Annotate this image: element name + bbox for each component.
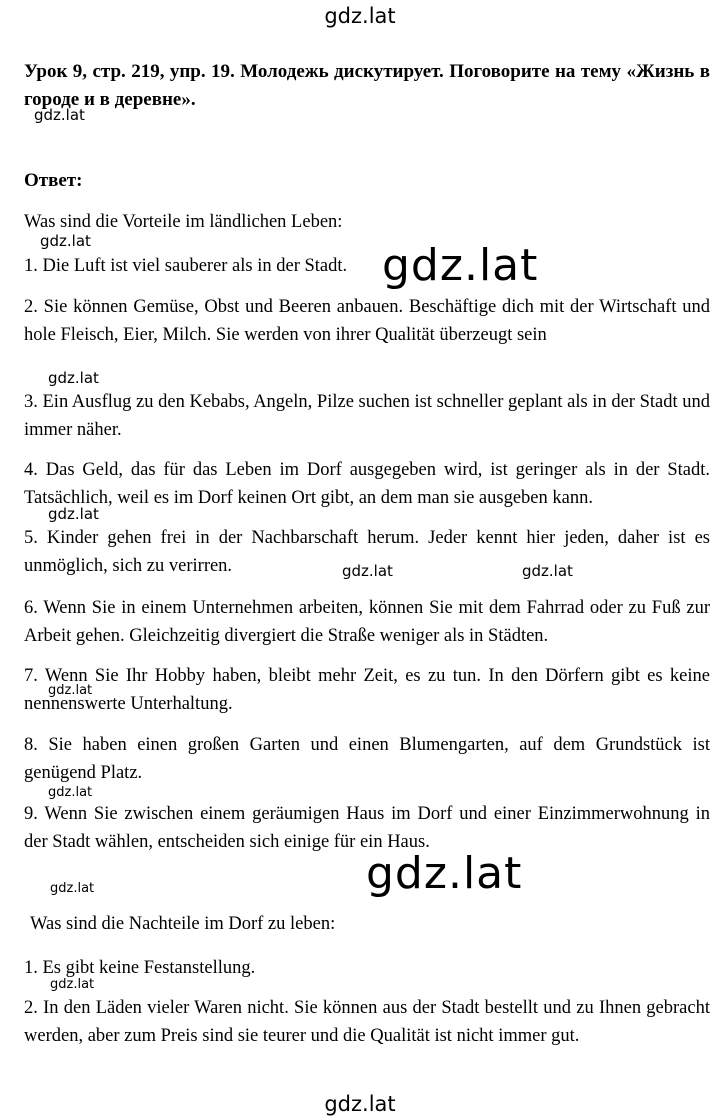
advantage-item-5: 5. Kinder gehen frei in der Nachbarschaft herum. Jeder kennt hier jeden, daher ist es unmöglich, sich zu verirren.	[24, 528, 710, 576]
watermark-small: gdz.lat	[48, 369, 99, 387]
advantage-item-1: 1. Die Luft ist viel sauberer als in der Stadt.	[24, 256, 348, 276]
watermark-small: gdz.lat	[50, 881, 95, 896]
advantage-item-3: 3. Ein Ausflug zu den Kebabs, Angeln, Pilze suchen ist schneller geplant als in der Stadt und immer näher.	[24, 392, 710, 440]
watermark-large: gdz.lat	[382, 240, 539, 291]
advantage-item-6: 6. Wenn Sie in einem Unternehmen arbeiten, können Sie mit dem Fahrrad oder zu Fuß zur Arbeit gehen. Gleichzeitig divergiert die Straße weniger als in Städten.	[24, 598, 710, 646]
advantage-item-4: 4. Das Geld, das für das Leben im Dorf ausgegeben wird, ist geringer als in der Stadt. Tatsächlich, weil es im Dorf keinen Ort gibt, an dem man sie ausgeben kann.	[24, 460, 710, 508]
watermark-small: gdz.lat	[34, 106, 85, 124]
page-title: Урок 9, стр. 219, упр. 19. Молодежь дискутирует. Поговорите на тему «Жизнь в городе и в деревне».	[24, 61, 710, 110]
advantage-item-2: 2. Sie können Gemüse, Obst und Beeren anbauen. Beschäftige dich mit der Wirtschaft und hole Fleisch, Eier, Milch. Sie werden von ihrer Qualität überzeugt sein	[24, 297, 710, 345]
answer-label: Ответ:	[24, 170, 83, 191]
watermark-small: gdz.lat	[40, 232, 91, 250]
footer-watermark: gdz.lat	[324, 1092, 396, 1116]
watermark-small: gdz.lat	[342, 562, 393, 580]
watermark-small: gdz.lat	[48, 505, 99, 523]
advantages-heading: Was sind die Vorteile im ländlichen Leben:	[24, 212, 343, 232]
header-watermark: gdz.lat	[324, 4, 396, 28]
advantage-item-9: 9. Wenn Sie zwischen einem geräumigen Haus im Dorf und einer Einzimmerwohnung in der Stadt wählen, entscheiden sich einige für ein Haus.	[24, 804, 710, 852]
watermark-small: gdz.lat	[48, 683, 93, 698]
disadvantage-item-1: 1. Es gibt keine Festanstellung.	[24, 958, 256, 978]
disadvantages-heading: Was sind die Nachteile im Dorf zu leben:	[30, 914, 336, 934]
advantage-item-8: 8. Sie haben einen großen Garten und einen Blumengarten, auf dem Grundstück ist genügend Platz.	[24, 735, 710, 783]
watermark-large: gdz.lat	[366, 848, 523, 899]
watermark-small: gdz.lat	[48, 785, 93, 800]
disadvantage-item-2: 2. In den Läden vieler Waren nicht. Sie können aus der Stadt bestellt und zu Ihnen gebracht werden, aber zum Preis sind sie teurer und die Qualität ist nicht immer gut.	[24, 998, 710, 1046]
advantage-item-7: 7. Wenn Sie Ihr Hobby haben, bleibt mehr Zeit, es zu tun. In den Dörfern gibt es keine nennenswerte Unterhaltung.	[24, 666, 710, 714]
watermark-small: gdz.lat	[50, 977, 95, 992]
watermark-small: gdz.lat	[522, 562, 573, 580]
